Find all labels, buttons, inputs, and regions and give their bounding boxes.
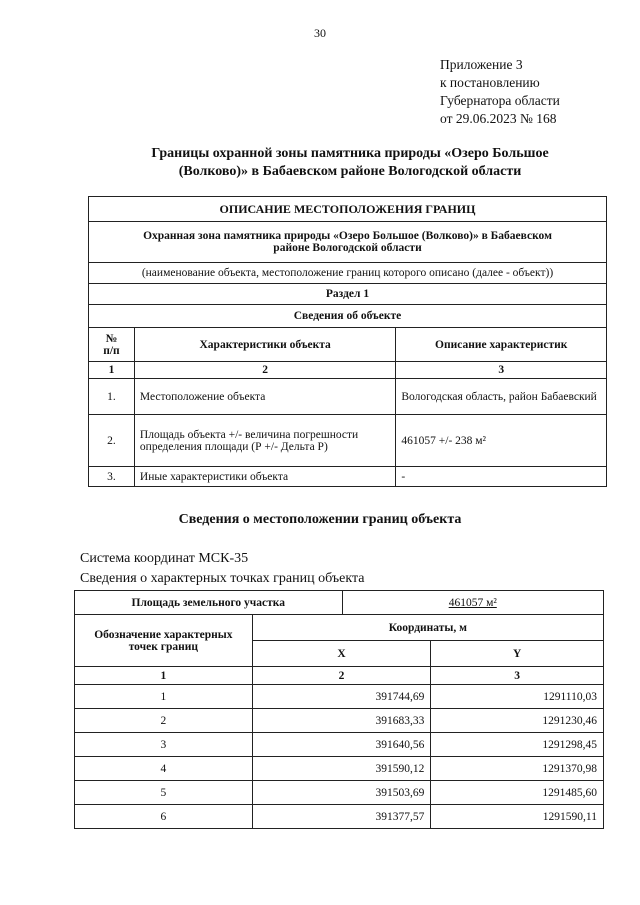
- coordinates-table: [74, 590, 604, 829]
- point-x: 391503,69: [252, 781, 431, 805]
- section-title: Сведения о местоположении границ объекта: [178, 512, 462, 527]
- object-name-line: Охранная зона памятника природы «Озеро Большое (Волково)» в Бабаевском: [143, 230, 552, 242]
- object-name-line: районе Вологодской области: [273, 242, 422, 254]
- col-header-points: Обозначение характерных точек границ: [75, 615, 253, 667]
- section-label: Раздел 1: [89, 284, 607, 305]
- col-index: 2: [252, 667, 431, 685]
- point-x: 391640,56: [252, 733, 431, 757]
- point-y: 1291485,60: [431, 781, 604, 805]
- point-x: 391377,57: [252, 805, 431, 829]
- table-row: [75, 709, 604, 733]
- table-row: [75, 757, 604, 781]
- table-row: [75, 781, 604, 805]
- point-y: 1291298,45: [431, 733, 604, 757]
- table-row: [75, 805, 604, 829]
- description-table: [88, 196, 607, 487]
- appendix-line: Губернатора области: [440, 93, 560, 108]
- row-description: -: [396, 467, 607, 487]
- col-index: 3: [431, 667, 604, 685]
- title-line: Границы охранной зоны памятника природы «Озеро Большое: [151, 146, 549, 161]
- col-header-num: № п/п: [89, 328, 135, 362]
- appendix-line: Приложение 3: [440, 57, 523, 72]
- point-id: 4: [75, 757, 253, 781]
- col-index: 3: [396, 362, 607, 379]
- appendix-line: от 29.06.2023 № 168: [440, 111, 557, 126]
- document-title: [110, 145, 590, 181]
- point-id: 6: [75, 805, 253, 829]
- col-index: 1: [75, 667, 253, 685]
- col-header-coords: Координаты, м: [252, 615, 603, 641]
- object-note: (наименование объекта, местоположение границ которого описано (далее - объект)): [89, 263, 607, 284]
- object-name: [89, 222, 607, 263]
- point-y: 1291230,46: [431, 709, 604, 733]
- point-y: 1291110,03: [431, 685, 604, 709]
- col-header-x: X: [252, 641, 431, 667]
- point-x: 391744,69: [252, 685, 431, 709]
- table-row: [75, 733, 604, 757]
- row-characteristic: Иные характеристики объекта: [134, 467, 395, 487]
- col-index: 1: [89, 362, 135, 379]
- points-title: Сведения о характерных точках границ объекта: [80, 571, 365, 586]
- point-id: 3: [75, 733, 253, 757]
- table-row: [75, 685, 604, 709]
- row-num: 1.: [89, 379, 135, 415]
- title-line: (Волково)» в Бабаевском районе Вологодской области: [178, 164, 522, 179]
- row-description: 461057 +/- 238 м²: [396, 415, 607, 467]
- area-label: Площадь земельного участка: [75, 591, 343, 615]
- table-row: [89, 379, 607, 415]
- description-header: ОПИСАНИЕ МЕСТОПОЛОЖЕНИЯ ГРАНИЦ: [89, 197, 607, 222]
- coordinate-system: Система координат МСК-35: [80, 551, 249, 566]
- row-num: 2.: [89, 415, 135, 467]
- col-header-description: Описание характеристик: [396, 328, 607, 362]
- point-id: 1: [75, 685, 253, 709]
- col-header-characteristics: Характеристики объекта: [134, 328, 395, 362]
- point-y: 1291590,11: [431, 805, 604, 829]
- section-title: Сведения об объекте: [89, 305, 607, 328]
- point-id: 2: [75, 709, 253, 733]
- point-id: 5: [75, 781, 253, 805]
- col-header-y: Y: [431, 641, 604, 667]
- point-y: 1291370,98: [431, 757, 604, 781]
- row-characteristic: Площадь объекта +/- величина погрешности определения площади (Р +/- Дельта Р): [134, 415, 395, 467]
- point-x: 391590,12: [252, 757, 431, 781]
- table-row: [89, 467, 607, 487]
- row-characteristic: Местоположение объекта: [134, 379, 395, 415]
- col-index: 2: [134, 362, 395, 379]
- area-value: 461057 м²: [342, 591, 604, 615]
- table-row: [89, 415, 607, 467]
- page-number: 30: [314, 26, 326, 40]
- row-description: Вологодская область, район Бабаевский: [396, 379, 607, 415]
- point-x: 391683,33: [252, 709, 431, 733]
- appendix-line: к постановлению: [440, 75, 540, 90]
- appendix-block: [440, 56, 635, 128]
- row-num: 3.: [89, 467, 135, 487]
